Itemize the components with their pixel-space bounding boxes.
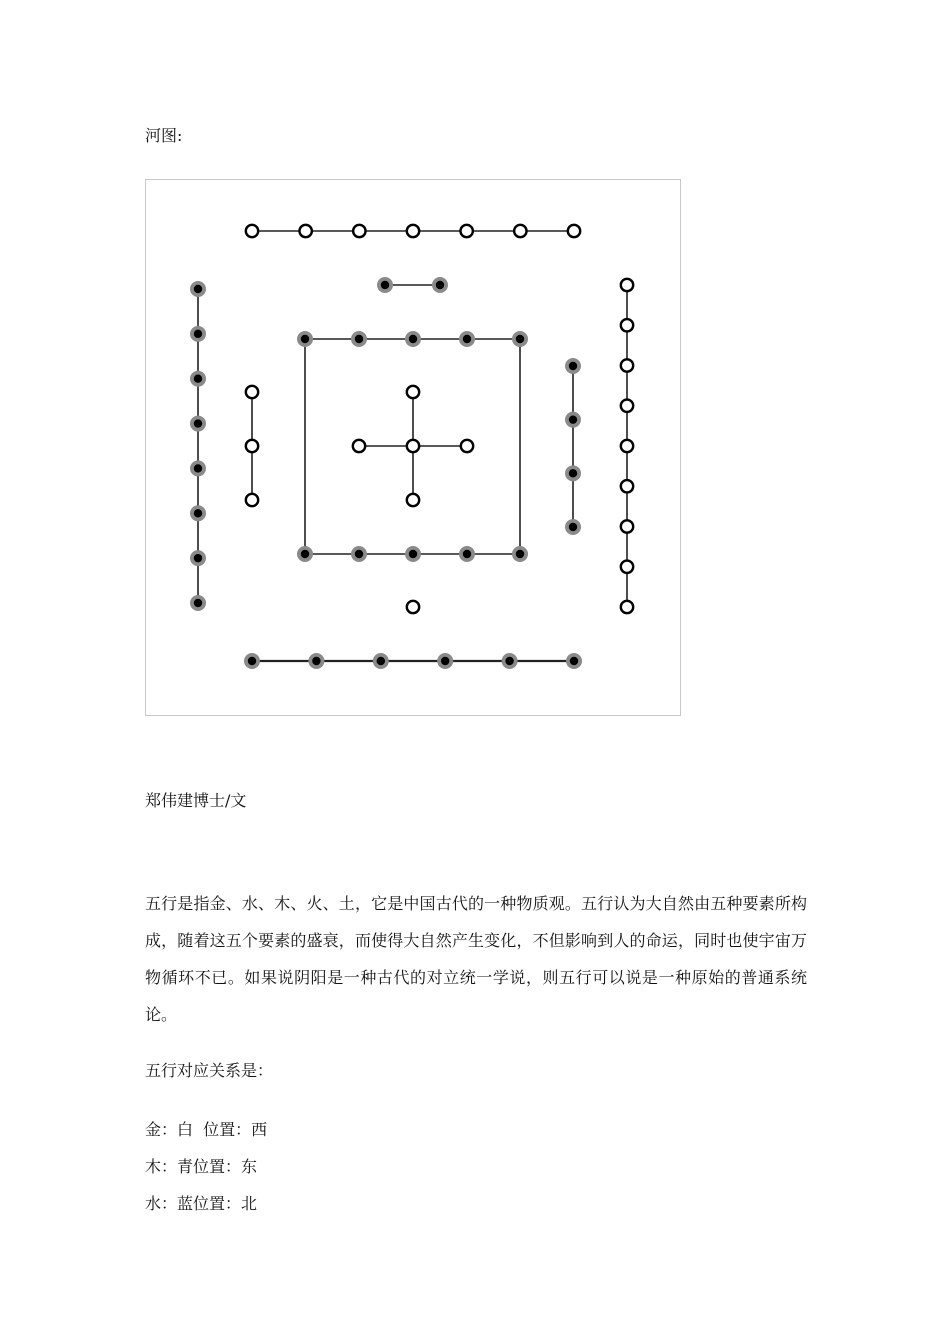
- yin-dot-center-square: [351, 331, 367, 347]
- yang-dot-bottom-inner: [407, 601, 419, 613]
- yin-dot-bottom-outer: [437, 653, 453, 669]
- yang-dot-center-cross: [407, 386, 419, 398]
- yang-dot-left-inner: [246, 440, 258, 452]
- yang-dot-top-outer: [568, 225, 580, 237]
- yin-dot-center-square: [459, 331, 475, 347]
- yin-dot-center-square: [512, 546, 528, 562]
- yang-dot-right-outer: [621, 601, 633, 613]
- yang-dot-center-cross: [353, 440, 365, 452]
- hetu-diagram: [145, 179, 681, 716]
- hetu-svg: [146, 180, 680, 715]
- yin-dot-left-outer: [190, 371, 206, 387]
- yang-dot-left-inner: [246, 494, 258, 506]
- relation-line: 木：青位置：东: [145, 1157, 258, 1176]
- yin-dot-center-square: [351, 546, 367, 562]
- yang-dot-left-inner: [246, 386, 258, 398]
- yin-dot-center-square: [459, 546, 475, 562]
- yang-dot-center-cross: [407, 494, 419, 506]
- yin-dot-left-outer: [190, 550, 206, 566]
- yin-dot-left-outer: [190, 416, 206, 432]
- yin-dot-left-outer: [190, 326, 206, 342]
- yin-dot-bottom-outer: [502, 653, 518, 669]
- yin-dot-center-square: [297, 331, 313, 347]
- yang-dot-right-outer: [621, 440, 633, 452]
- yang-dot-top-outer: [246, 225, 258, 237]
- byline: 郑伟建博士/文: [145, 791, 247, 810]
- yin-dot-bottom-outer: [373, 653, 389, 669]
- relations-title: 五行对应关系是：: [145, 1061, 274, 1080]
- yang-dot-right-outer: [621, 319, 633, 331]
- yin-dot-top-inner: [432, 277, 448, 293]
- yang-dot-right-outer: [621, 480, 633, 492]
- yin-dot-left-outer: [190, 505, 206, 521]
- yang-dot-right-outer: [621, 279, 633, 291]
- relation-line: 金：白 位置：西: [145, 1120, 268, 1139]
- yin-dot-right-inner: [565, 519, 581, 535]
- yin-dot-left-outer: [190, 595, 206, 611]
- yang-dot-center-cross: [407, 440, 419, 452]
- yang-dot-top-outer: [353, 225, 365, 237]
- yin-dot-left-outer: [190, 281, 206, 297]
- yang-dot-right-outer: [621, 520, 633, 532]
- yang-dot-right-outer: [621, 561, 633, 573]
- yin-dot-center-square: [512, 331, 528, 347]
- yang-dot-center-cross: [461, 440, 473, 452]
- hetu-label: 河图:: [145, 126, 183, 145]
- yang-dot-top-outer: [407, 225, 419, 237]
- yin-dot-center-square: [405, 546, 421, 562]
- yin-dot-bottom-outer: [244, 653, 260, 669]
- yin-dot-left-outer: [190, 460, 206, 476]
- yin-dot-center-square: [297, 546, 313, 562]
- yin-dot-top-inner: [377, 277, 393, 293]
- yang-dot-right-outer: [621, 400, 633, 412]
- relation-line: 水：蓝位置：北: [145, 1194, 258, 1213]
- yin-dot-right-inner: [565, 465, 581, 481]
- yang-dot-top-outer: [514, 225, 526, 237]
- yang-dot-top-outer: [299, 225, 311, 237]
- intro-paragraph: 五行是指金、水、木、火、土，它是中国古代的一种物质观。五行认为大自然由五种要素所构成，随着这五个要素的盛衰，而使得大自然产生变化，不但影响到人的命运，同时也使宇宙万物循环不已。如果说阴阳是一种古代的对立统一学说，则五行可以说是一种原始的普通系统论。: [145, 894, 807, 1024]
- yang-dot-right-outer: [621, 359, 633, 371]
- yin-dot-bottom-outer: [566, 653, 582, 669]
- yin-dot-bottom-outer: [308, 653, 324, 669]
- yin-dot-center-square: [405, 331, 421, 347]
- yin-dot-right-inner: [565, 412, 581, 428]
- yin-dot-right-inner: [565, 358, 581, 374]
- yang-dot-top-outer: [460, 225, 472, 237]
